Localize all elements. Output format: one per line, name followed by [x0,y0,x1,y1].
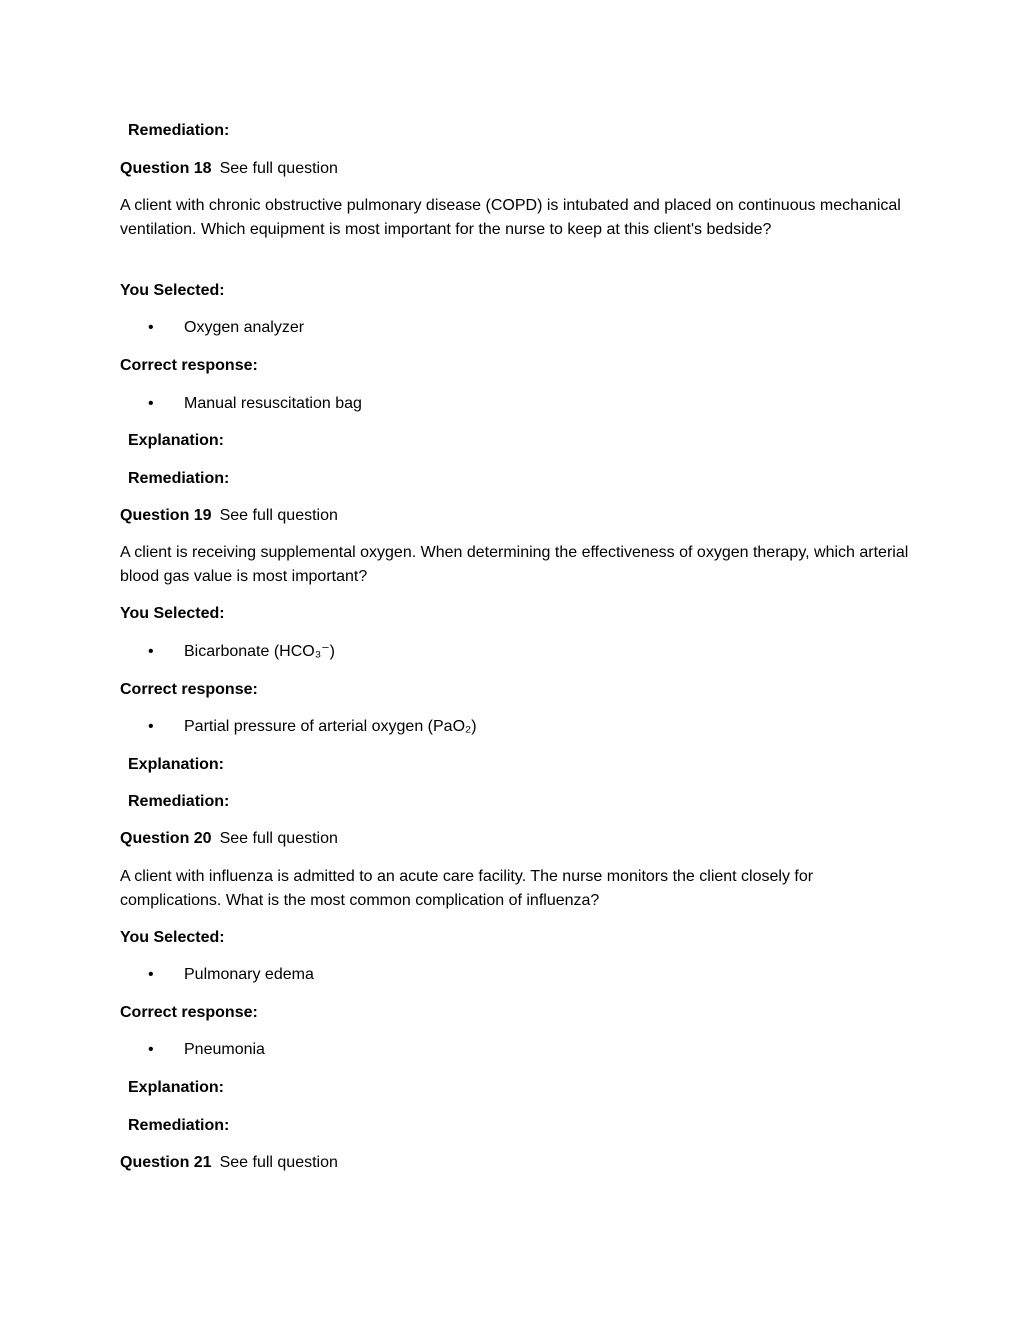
see-full-question-link[interactable]: See full question [219,830,338,847]
correct-response-label: Correct response: [120,681,258,698]
you-selected-label: You Selected: [120,929,225,946]
see-full-question-link[interactable]: See full question [219,160,338,177]
correct-answer: Partial pressure of arterial oxygen (PaO₂) [184,718,477,735]
bullet-icon: • [148,319,154,336]
list-item [148,715,477,739]
question-number: Question 20 [120,830,212,847]
explanation-label: Explanation: [128,756,225,773]
you-selected-label: You Selected: [120,605,225,622]
selected-answer: Pulmonary edema [184,966,314,983]
remediation-label: Remediation: [128,470,230,487]
list-item [148,1038,265,1062]
remediation-label: Remediation: [128,1117,230,1134]
question-number: Question 21 [120,1154,212,1171]
bullet-icon: • [148,1041,154,1058]
list-item [148,316,304,340]
question-text: A client with influenza is admitted to an acute care facility. The nurse monitors the client closely for complications. What is the most common complication of influenza? [120,868,814,909]
remediation-label: Remediation: [128,793,230,810]
correct-response-label: Correct response: [120,1004,258,1021]
question-text: A client with chronic obstructive pulmonary disease (COPD) is intubated and placed on continuous mechanical ventilation. Which equipment is most important for the nurse to keep at this client's bedside? [120,197,901,238]
bullet-icon: • [148,966,154,983]
question-header [120,827,338,851]
bullet-icon: • [148,643,154,660]
question-number: Question 19 [120,507,212,524]
question-text: A client is receiving supplemental oxygen. When determining the effectiveness of oxygen therapy, which arterial blood gas value is most important? [120,544,909,585]
bullet-icon: • [148,395,154,412]
selected-answer: Bicarbonate (HCO₃⁻) [184,643,336,660]
list-item [148,392,362,416]
correct-answer: Manual resuscitation bag [184,395,362,412]
question-header [120,504,338,528]
question-number: Question 18 [120,160,212,177]
correct-answer: Pneumonia [184,1041,265,1058]
list-item [148,963,314,987]
remediation-label: Remediation: [128,122,230,139]
explanation-label: Explanation: [128,1079,225,1096]
see-full-question-link[interactable]: See full question [219,507,338,524]
explanation-label: Explanation: [128,432,225,449]
see-full-question-link[interactable]: See full question [219,1154,338,1171]
correct-response-label: Correct response: [120,357,258,374]
you-selected-label: You Selected: [120,282,225,299]
question-header [120,157,338,181]
bullet-icon: • [148,718,154,735]
question-header [120,1151,338,1175]
selected-answer: Oxygen analyzer [184,319,305,336]
list-item [148,640,335,664]
